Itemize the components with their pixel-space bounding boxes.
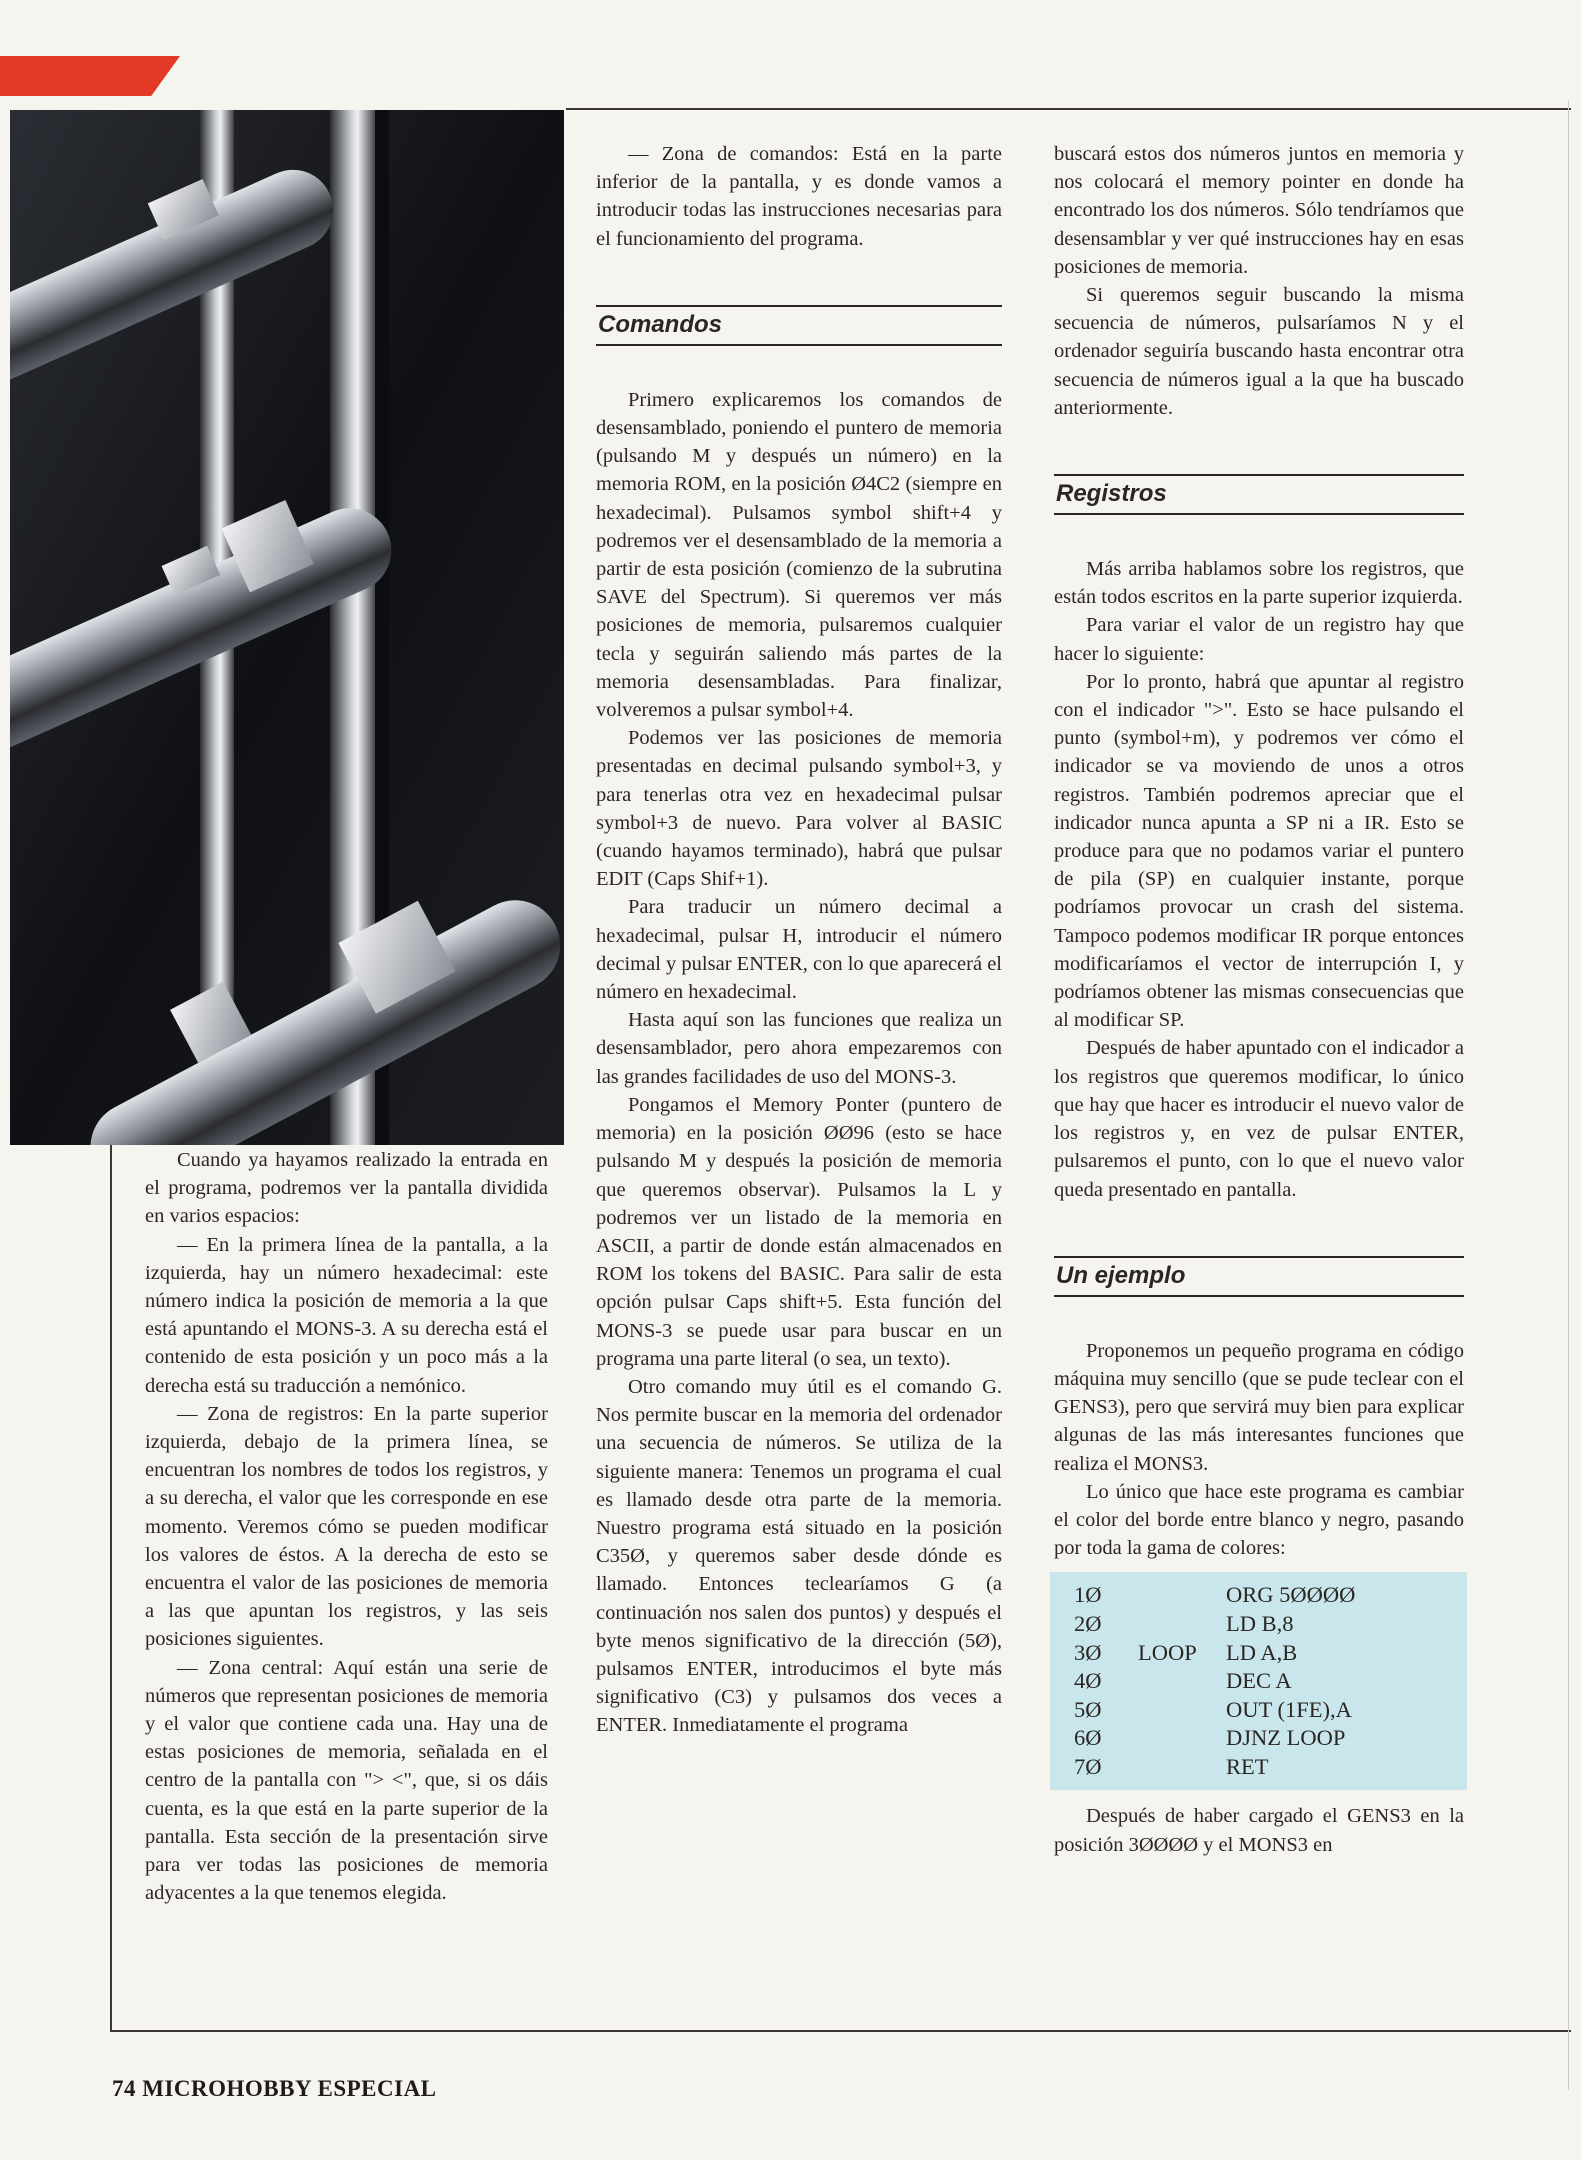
code-line: [1074, 1610, 1467, 1639]
col2-paragraph-3: Para traducir un número decimal a hexadecimal, pulsar H, introducir el número decimal y pulsar ENTER, con lo que aparecerá el número en hexadecimal.: [596, 896, 1002, 1004]
col2-paragraph-5: Pongamos el Memory Ponter (puntero de memoria) en la posición ØØ96 (esto se hace pulsando M y después la posición de memoria que queremos observar). Pulsamos la L y podremos ver un listado de la memoria en ASCII, a partir de donde están almacenados en ROM los tokens del BASIC. Para salir de esta opción pulsar Caps shift+5. Esta función del MONS-3 se puede usar para buscar en un programa una parte literal (o sea, un texto).: [596, 1093, 1002, 1370]
section-heading-comandos: Comandos: [596, 305, 1002, 346]
column-3: [1054, 140, 1464, 1859]
code-label: [1138, 1696, 1226, 1725]
ejemplo-paragraph-1: Proponemos un pequeño programa en código máquina muy sencillo (que se pude teclear con el GENS3), pero que servirá muy bien para explicar algunas de las más interesantes funciones que realiza el MONS3.: [1054, 1339, 1464, 1475]
code-line-number: 7Ø: [1074, 1753, 1102, 1779]
code-instruction: DJNZ LOOP: [1226, 1725, 1346, 1751]
section-heading-registros: Registros: [1054, 474, 1464, 515]
registros-paragraph-4: Después de haber apuntado con el indicador a los registros que queremos modificar, lo único que hay que hacer es introducir el nuevo valor de los registros y, en vez de pulsar ENTER, pulsaremos el punto, con lo que el nuevo valor queda presentado en pantalla.: [1054, 1037, 1464, 1201]
column-2: [596, 140, 1002, 1740]
col3-paragraph-2: Si queremos seguir buscando la misma secuencia de números, pulsaríamos N y el ordenador seguiría buscando hasta encontrar otra secuencia de números igual a la que ha buscado anteriormente.: [1054, 284, 1464, 419]
col2-paragraph-2: Podemos ver las posiciones de memoria presentadas en decimal pulsando symbol+3, y para tenerlas otra vez en hexadecimal pulsar symbol+3 de nuevo. Para volver al BASIC (cuando hayamos terminado), habrá que pulsar EDIT (Caps Shif+1).: [596, 727, 1002, 891]
code-line: [1074, 1667, 1467, 1696]
code-line: [1074, 1696, 1467, 1725]
code-instruction: ORG 5ØØØØ: [1226, 1582, 1356, 1608]
code-label: [1138, 1667, 1226, 1696]
code-instruction: OUT (1FE),A: [1226, 1696, 1352, 1722]
column-1: [145, 1146, 548, 1907]
section-heading-ejemplo: Un ejemplo: [1054, 1256, 1464, 1297]
col3-closing: Después de haber cargado el GENS3 en la posición 3ØØØØ y el MONS3 en: [1054, 1805, 1464, 1856]
code-listing: [1050, 1572, 1467, 1790]
page-number: 74: [112, 2076, 136, 2101]
col2-paragraph-1: Primero explicaremos los comandos de desensamblado, poniendo el puntero de memoria (pulsando M y después un número) en la memoria ROM, en la posición Ø4C2 (siempre en hexadecimal). Pulsamos symbol shift+4 y podremos ver el desensamblado de la memoria a partir de esta posición (comienzo de la subrutina SAVE del Spectrum). Si queremos ver más posiciones de memoria, pulsaremos cualquier tecla y seguirán saliendo más partes de la memoria desensambladas. Para finalizar, volveremos a pulsar symbol+4.: [596, 388, 1002, 722]
ejemplo-paragraph-2: Lo único que hace este programa es cambiar el color del borde entre blanco y negro, pasando por toda la gama de colores:: [1054, 1480, 1464, 1560]
code-line: [1074, 1753, 1467, 1782]
col1-paragraph-1: Cuando ya hayamos realizado la entrada en el programa, podremos ver la pantalla dividida en varios espacios:: [145, 1149, 548, 1228]
page-footer: [112, 2076, 437, 2102]
code-instruction: LD B,8: [1226, 1610, 1294, 1636]
code-label: [1138, 1581, 1226, 1610]
code-instruction: DEC A: [1226, 1668, 1292, 1694]
code-line: [1074, 1639, 1467, 1668]
code-instruction: LD A,B: [1226, 1639, 1298, 1665]
code-label: [1138, 1724, 1226, 1753]
code-line-number: 1Ø: [1074, 1582, 1102, 1608]
code-instruction: RET: [1226, 1753, 1269, 1779]
col2-paragraph-4: Hasta aquí son las funciones que realiza un desensamblador, pero ahora empezaremos con las grandes facilidades de uso del MONS-3.: [596, 1009, 1002, 1088]
code-line: [1074, 1724, 1467, 1753]
code-line: [1074, 1581, 1467, 1610]
col1-paragraph-3: — Zona de registros: En la parte superior izquierda, debajo de la primera línea, se encuentran los nombres de todos los registros, y a su derecha, el valor que les corresponde en ese momento. Veremos cómo se pueden modificar los valores de éstos. A la derecha de esto se encuentra el valor de las posiciones de memoria a las que apuntan los registros, y las seis posiciones siguientes.: [145, 1402, 548, 1651]
code-label: [1138, 1610, 1226, 1639]
section-color-tab: [0, 56, 180, 96]
code-label: [1138, 1753, 1226, 1782]
col3-continuation: buscará estos dos números juntos en memoria y nos colocará el memory pointer en donde ha encontrado los dos números. Sólo tendríamos que desensamblar y ver qué instrucciones hay en esas posiciones de memoria.: [1054, 143, 1464, 278]
left-rule: [110, 1145, 112, 2031]
col2-intro: — Zona de comandos: Está en la parte inferior de la pantalla, y es donde vamos a introducir todas las instrucciones necesarias para el funcionamiento del programa.: [596, 143, 1002, 250]
code-line-number: 2Ø: [1074, 1610, 1102, 1636]
code-line-number: 6Ø: [1074, 1725, 1102, 1751]
code-line-number: 4Ø: [1074, 1668, 1102, 1694]
code-line-number: 3Ø: [1074, 1639, 1102, 1665]
col1-paragraph-4: — Zona central: Aquí están una serie de números que representan posiciones de memoria y el valor que contiene cada una. Hay una de estas posiciones de memoria, señalada en el centro de la pantalla con "> <", que, si os dáis cuenta, es la que está en la parte superior de la pantalla. Esta sección de la presentación sirve para ver todas las posiciones de memoria adyacentes a la que tenemos elegida.: [145, 1656, 548, 1905]
bottom-rule: [110, 2030, 1571, 2032]
code-label: LOOP: [1138, 1639, 1197, 1665]
registros-paragraph-1: Más arriba hablamos sobre los registros, que están todos escritos en la parte superior izquierda.: [1054, 558, 1464, 609]
page-edge: [1568, 100, 1569, 2090]
col2-paragraph-6: Otro comando muy útil es el comando G. Nos permite buscar en la memoria del ordenador una secuencia de números. Se utiliza de la siguiente manera: Tenemos un programa el cual es llamado desde otra parte de la memoria. Nuestro programa está situado en la posición C35Ø, y queremos saber desde dónde es llamado. Entonces teclearíamos G (a continuación nos salen dos puntos) y después el byte menos significativo de la dirección (5Ø), pulsamos ENTER, introducimos el byte más significativo (C3) y pulsamos dos veces a ENTER. Inmediatamente el programa: [596, 1375, 1002, 1737]
registros-paragraph-2: Para variar el valor de un registro hay que hacer lo siguiente:: [1054, 614, 1464, 665]
registros-paragraph-3: Por lo pronto, habrá que apuntar al registro con el indicador ">". Esto se hace pulsando el punto (symbol+m), y podremos ver cómo el indicador se va moviendo de unos a otros registros. También podremos apreciar que el indicador nunca apunta a SP ni a IR. Esto se produce para que no podamos variar el puntero de pila (SP) en cualquier instante, porque podríamos provocar un crash del sistema. Tampoco podemos modificar IR porque entonces modificaríamos el vector de interrupción I, y podríamos obtener las mismas consecuencias que al modificar SP.: [1054, 670, 1464, 1032]
col1-paragraph-2: — En la primera línea de la pantalla, a la izquierda, hay un número hexadecimal: este número indica la posición de memoria a la que está apuntando el MONS-3. A su derecha está el contenido de esta posición y un poco más a la derecha está su traducción a nemónico.: [145, 1233, 548, 1397]
top-rule: [566, 108, 1571, 110]
metal-bars-photo: [10, 110, 564, 1145]
code-line-number: 5Ø: [1074, 1696, 1102, 1722]
magazine-name: MICROHOBBY ESPECIAL: [142, 2076, 437, 2101]
